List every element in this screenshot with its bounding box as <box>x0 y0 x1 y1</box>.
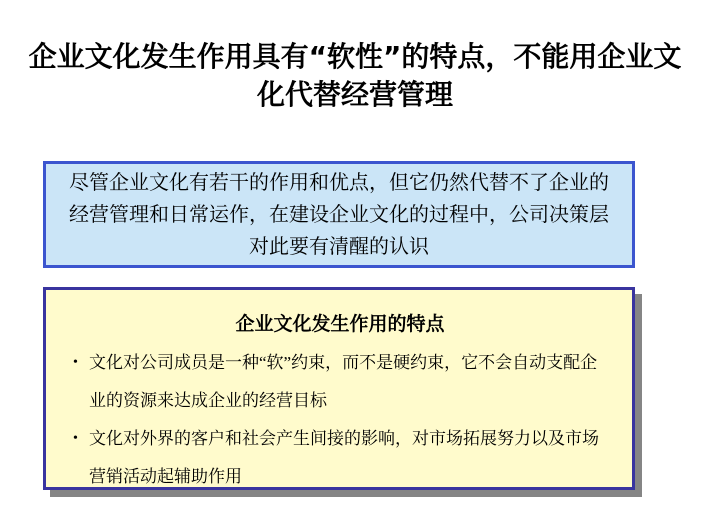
list-item <box>72 344 608 420</box>
bullet-text: 文化对公司成员是一种“软”约束，而不是硬约束，它不会自动支配企业的资源来达成企业的经营目标 <box>89 353 598 410</box>
bullet-text: 文化对外界的客户和社会产生间接的影响，对市场拓展努力以及市场营销活动起辅助作用 <box>89 429 599 486</box>
features-box-title: 企业文化发生作用的特点 <box>235 313 445 335</box>
features-box <box>43 287 635 490</box>
list-item <box>72 420 608 496</box>
intro-text-box <box>43 161 635 268</box>
bullet-icon: • <box>73 431 78 446</box>
features-list <box>72 344 608 496</box>
intro-text: 尽管企业文化有若干的作用和优点，但它仍然代替不了企业的经营管理和日常运作，在建设企业文化的过程中，公司决策层对此要有清醒的认识 <box>69 171 609 258</box>
bullet-icon: • <box>73 355 78 370</box>
slide-title: 企业文化发生作用具有“软性”的特点，不能用企业文化代替经营管理 <box>28 40 682 111</box>
